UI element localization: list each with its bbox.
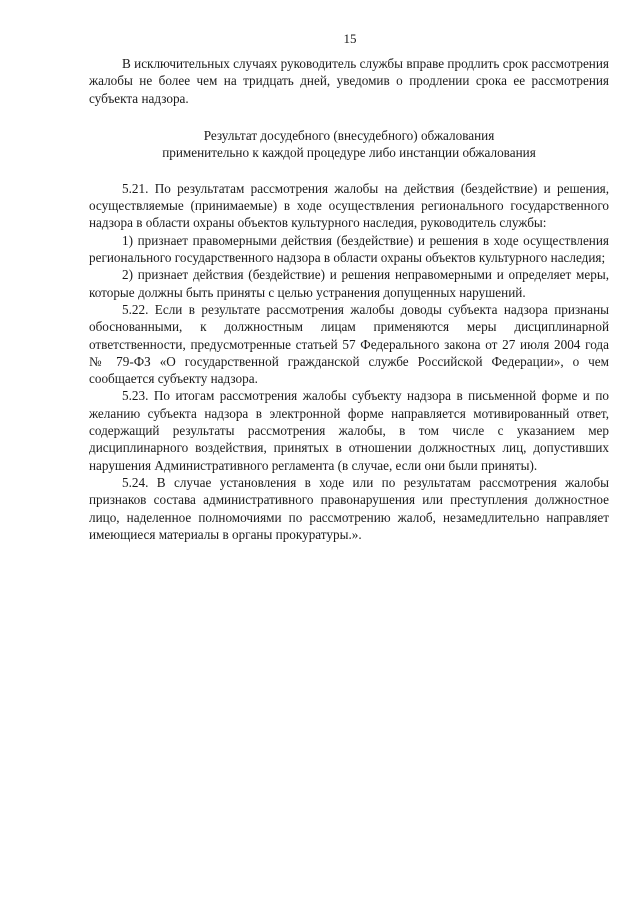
document-body: [89, 55, 609, 543]
paragraph-5-22: 5.22. Если в результате рассмотрения жалобы доводы субъекта надзора признаны обоснованными, к должностным лицам применяются меры дисциплинарной ответственности, предусмотренные статьей 57 Федерального закона от 27 июля 2004 года № 79-ФЗ «О государственной гражданской службе Российской Федерации», о чем сообщается субъекту надзора.: [89, 301, 609, 387]
section-heading-line-1: Результат досудебного (внесудебного) обжалования: [203, 127, 495, 143]
list-item-2: 2) признает действия (бездействие) и решения неправомерными и определяет меры, которые должны быть приняты с целью устранения допущенных нарушений.: [89, 267, 609, 300]
intro-paragraph: В исключительных случаях руководитель службы вправе продлить срок рассмотрения жалобы не более чем на тридцать дней, уведомив о продлении срока ее рассмотрения субъекта надзора.: [89, 56, 609, 106]
page-number: 15: [343, 31, 357, 46]
section-heading-line-2: применительно к каждой процедуре либо инстанции обжалования: [162, 145, 536, 161]
paragraph-5-23: 5.23. По итогам рассмотрения жалобы субъекту надзора в письменной форме и по желанию субъекта надзора в электронной форме направляется мотивированный ответ, содержащий результаты рассмотрения жалобы, в том числе с указанием мер дисциплинарного воздействия, принятых в отношении должностных лиц, допустивших нарушения Административного регламента (в случае, если они были приняты).: [89, 388, 609, 473]
list-item-1: 1) признает правомерными действия (бездействие) и решения в ходе осуществления регионального государственного надзора в области охраны объектов культурного наследия;: [89, 232, 609, 266]
section-heading: [89, 127, 609, 162]
paragraph-5-24: 5.24. В случае установления в ходе или по результатам рассмотрения жалобы признаков состава административного правонарушения или преступления должностное лицо, наделенное полномочиями по рассмотрению жалоб, незамедлительно направляет имеющиеся материалы в органы прокуратуры.».: [89, 474, 609, 542]
paragraph-5-21: 5.21. По результатам рассмотрения жалобы на действия (бездействие) и решения, осуществляемые (принимаемые) в ходе осуществления регионального государственного надзора в области охраны объектов культурного наследия, руководитель службы:: [89, 180, 609, 231]
